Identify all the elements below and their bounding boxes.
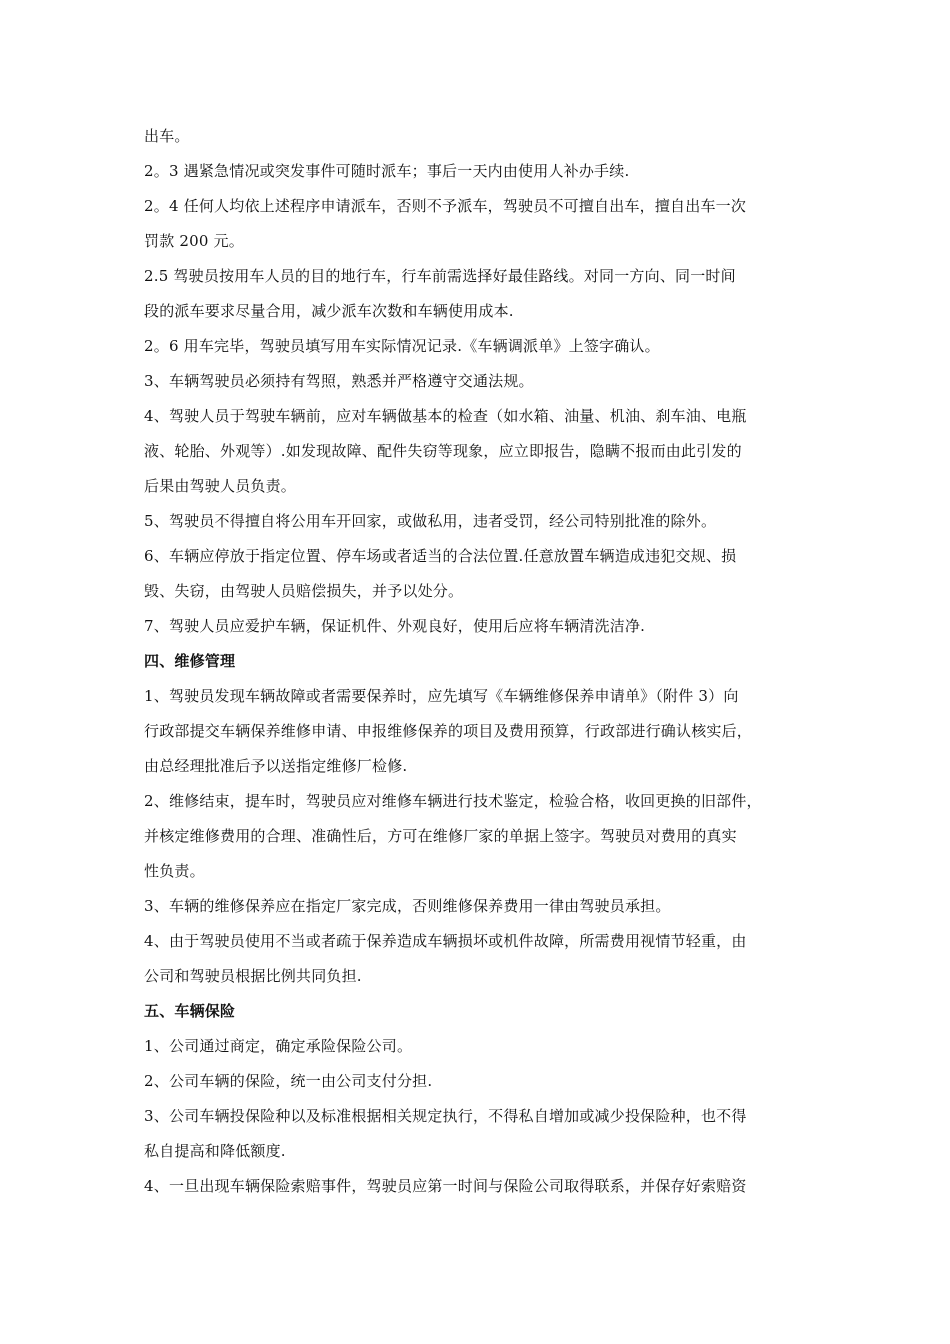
text-line: 公司和驾驶员根据比例共同负担. [144,967,362,985]
text-line: 4、一旦出现车辆保险索赔事件，驾驶员应第一时间与保险公司取得联系，并保存好索赔资 [144,1177,747,1195]
text-line: 7、驾驶人员应爱护车辆，保证机件、外观良好，使用后应将车辆清洗洁净. [144,617,646,635]
text-line: 由总经理批准后予以送指定维修厂检修. [144,757,408,775]
text-line: 3、车辆的维修保养应在指定厂家完成，否则维修保养费用一律由驾驶员承担。 [144,897,671,915]
text-line: 私自提高和降低额度. [144,1142,286,1160]
text-line: 3、车辆驾驶员必须持有驾照，熟悉并严格遵守交通法规。 [144,372,534,390]
text-line: 2、维修结束，提车时，驾驶员应对维修车辆进行技术鉴定，检验合格，收回更换的旧部件， [144,792,762,810]
text-line: 2、公司车辆的保险，统一由公司支付分担. [144,1072,433,1090]
text-line: 3、公司车辆投保险种以及标准根据相关规定执行，不得私自增加或减少投保险种，也不得 [144,1107,747,1125]
text-line: 并核定维修费用的合理、准确性后，方可在维修厂家的单据上签字。驾驶员对费用的真实 [144,827,737,845]
text-line: 2。4 任何人均依上述程序申请派车，否则不予派车，驾驶员不可擅自出车，擅自出车一次 [144,197,747,215]
text-line: 6、车辆应停放于指定位置、停车场或者适当的合法位置.任意放置车辆造成违犯交规、损 [144,547,737,565]
section-heading: 五、车辆保险 [144,1002,236,1020]
text-line: 1、公司通过商定，确定承险保险公司。 [144,1037,413,1055]
text-line: 液、轮胎、外观等）.如发现故障、配件失窃等现象，应立即报告，隐瞒不报而由此引发的 [144,442,742,460]
text-line: 毁、失窃，由驾驶人员赔偿损失，并予以处分。 [144,582,464,600]
text-line: 4、由于驾驶员使用不当或者疏于保养造成车辆损坏或机件故障，所需费用视情节轻重，由 [144,932,747,950]
text-line: 2.5 驾驶员按用车人员的目的地行车，行车前需选择好最佳路线。对同一方向、同一时间 [144,267,736,285]
text-line: 出车。 [144,127,190,145]
text-line: 2。3 遇紧急情况或突发事件可随时派车；事后一天内由使用人补办手续. [144,162,630,180]
text-line: 1、驾驶员发现车辆故障或者需要保养时，应先填写《车辆维修保养申请单》（附件 3）向 [144,687,739,705]
section-heading: 四、维修管理 [144,652,236,670]
text-line: 行政部提交车辆保养维修申请、申报维修保养的项目及费用预算，行政部进行确认核实后， [144,722,753,740]
text-line: 2。6 用车完毕，驾驶员填写用车实际情况记录.《车辆调派单》上签字确认。 [144,337,660,355]
text-line: 罚款 200 元。 [144,232,244,250]
text-line: 后果由驾驶人员负责。 [144,477,297,495]
text-line: 4、驾驶人员于驾驶车辆前，应对车辆做基本的检查（如水箱、油量、机油、刹车油、电瓶 [144,407,747,425]
text-line: 段的派车要求尽量合用，减少派车次数和车辆使用成本. [144,302,514,320]
text-line: 5、驾驶员不得擅自将公用车开回家，或做私用，违者受罚，经公司特别批准的除外。 [144,512,717,530]
text-line: 性负责。 [144,862,205,880]
